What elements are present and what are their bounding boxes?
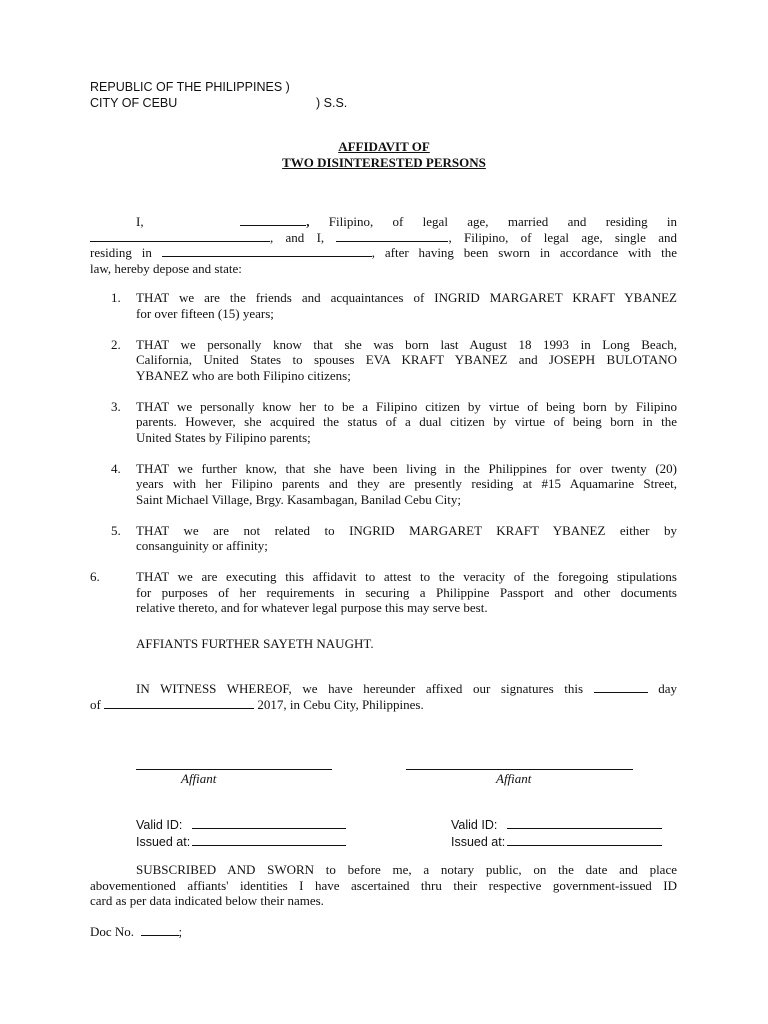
statement-line: Saint Michael Village, Brgy. Kasambagan, Banilad Cebu City; [136, 491, 462, 507]
statement-item [90, 399, 677, 446]
statement-item [90, 461, 677, 508]
affiant1-issued-at-blank[interactable] [192, 834, 346, 846]
statement-number: 5. [111, 522, 121, 538]
statement-number: 4. [111, 460, 121, 476]
statement-text [136, 399, 677, 446]
statement-line: THAT we personally know that she was born last August 18 1993 in Long Beach, [136, 336, 677, 352]
affiant2-issued-at-blank[interactable] [507, 834, 662, 846]
affiants-further: AFFIANTS FURTHER SAYETH NAUGHT. [136, 636, 374, 651]
affiant2-issued-at-label: Issued at: [451, 834, 506, 849]
intro-line-2: , and I, , Filipino, of legal age, single and [90, 230, 677, 246]
statement-number: 3. [111, 398, 121, 414]
affiant1-signature-line[interactable] [136, 769, 332, 770]
affiant1-valid-id-blank[interactable] [192, 817, 346, 829]
intro-line-3: residing in , after having been sworn in accordance with the [90, 245, 678, 260]
affiant2-residence-blank[interactable] [162, 245, 372, 257]
statement-item [90, 523, 677, 554]
statement-line: United States by Filipino parents; [136, 429, 311, 445]
statement-number: 1. [111, 290, 121, 305]
witness-paragraph [90, 681, 677, 712]
statement-line: relative thereto, and for whatever legal purpose this may serve best. [136, 600, 488, 615]
statement-line: California, United States to spouses EVA KRAFT YBANEZ and JOSEPH BULOTANO [136, 352, 677, 367]
witness-line-1: IN WITNESS WHEREOF, we have hereunder affixed our signatures this day [136, 681, 677, 696]
affiant1-label: Affiant [181, 771, 217, 786]
affiant2-id-block [451, 817, 662, 850]
statement-line: THAT we are the friends and acquaintances of INGRID MARGARET KRAFT YBANEZ [136, 290, 677, 305]
affiant2-valid-id-blank[interactable] [507, 817, 662, 829]
statement-line: THAT we are executing this affidavit to attest to the veracity of the foregoing stipulations [136, 569, 677, 584]
doc-no-suffix: ; [178, 924, 183, 939]
statement-line: for purposes of her requirements in securing a Philippine Passport and other documents [136, 584, 677, 600]
doc-no-label: Doc No. [90, 924, 135, 939]
intro-line-1: I, , Filipino, of legal age, married and residing in [136, 214, 678, 229]
doc-no-blank[interactable] [141, 924, 179, 936]
statement-number: 2. [111, 336, 121, 352]
affiant2-valid-id-label: Valid ID: [451, 818, 498, 832]
statement-line: consanguinity or affinity; [136, 538, 268, 553]
statement-line: YBANEZ who are both Filipino citizens; [136, 367, 351, 383]
notary-line-3: card as per data indicated below their names. [90, 893, 324, 908]
venue-line-republic: REPUBLIC OF THE PHILIPPINES ) [90, 80, 290, 94]
witness-line-2: of 2017, in Cebu City, Philippines. [90, 696, 424, 712]
title-line-2: TWO DISINTERESTED PERSONS [282, 154, 486, 170]
doc-no-line [90, 924, 182, 940]
affiant1-id-block [136, 817, 346, 850]
statement-number: 6. [90, 569, 100, 584]
statement-line: for over fifteen (15) years; [136, 305, 274, 321]
affiant2-label: Affiant [496, 771, 532, 786]
statement-item [90, 290, 677, 321]
affiant2-signature-line[interactable] [406, 769, 633, 770]
intro-line-4: law, hereby depose and state: [90, 260, 242, 276]
statement-item [90, 569, 677, 616]
notary-line-1: SUBSCRIBED AND SWORN to before me, a notary public, on the date and place [136, 862, 677, 877]
title-line-1: AFFIDAVIT OF [338, 139, 430, 154]
venue-line-city: CITY OF CEBU [90, 95, 178, 110]
statement-line: years with her Filipino parents and they are presently residing at #15 Aquamarine Street, [136, 476, 677, 491]
statement-item [90, 337, 677, 384]
affiant2-name-blank[interactable] [336, 230, 448, 242]
statement-line: THAT we further know, that she have been living in the Philippines for over twenty (20) [136, 460, 677, 476]
document-title [0, 139, 768, 170]
statement-text [136, 461, 677, 508]
notary-paragraph [90, 862, 677, 909]
statement-text [136, 523, 677, 554]
statement-text [136, 569, 677, 616]
statement-text [136, 290, 677, 321]
intro-paragraph [90, 214, 677, 276]
statement-list [90, 290, 677, 631]
affiant1-valid-id-label: Valid ID: [136, 818, 183, 832]
month-blank[interactable] [104, 697, 254, 709]
venue-ss: ) S.S. [316, 95, 348, 110]
venue-block [90, 80, 347, 111]
notary-line-2: abovementioned affiants' identities I have ascertained thru their respective government-issued ID [90, 877, 677, 893]
affiant1-residence-blank[interactable] [90, 230, 270, 242]
affiant1-issued-at-label: Issued at: [136, 834, 191, 849]
statement-line: THAT we are not related to INGRID MARGARET KRAFT YBANEZ either by [136, 522, 677, 538]
statement-line: THAT we personally know her to be a Filipino citizen by virtue of being born by Filipino [136, 398, 677, 414]
statement-line: parents. However, she acquired the status of a dual citizen by virtue of being born in the [136, 414, 677, 429]
day-blank[interactable] [594, 681, 648, 693]
affiant1-name-blank[interactable] [240, 214, 306, 226]
statement-text [136, 337, 677, 384]
